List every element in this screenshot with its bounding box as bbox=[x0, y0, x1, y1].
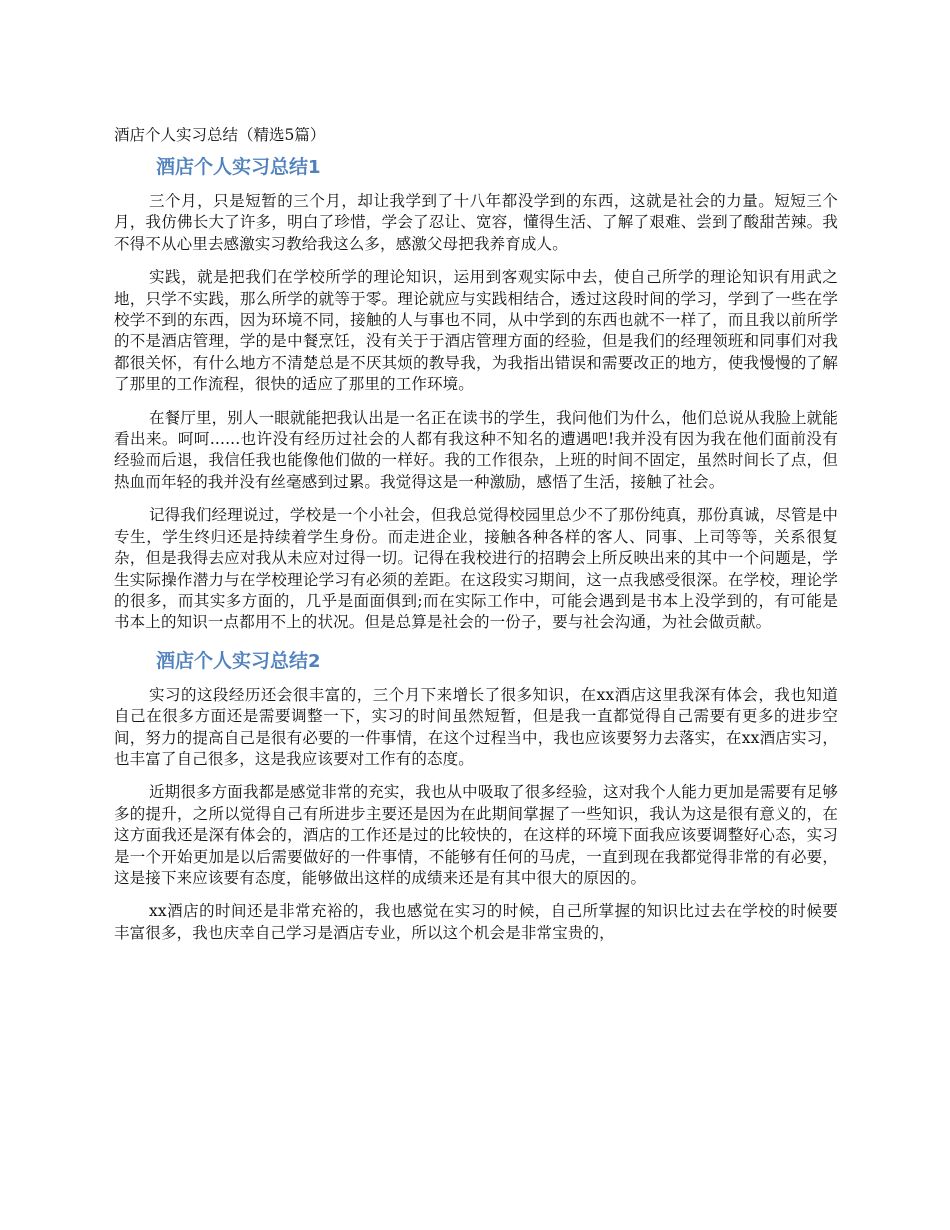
section-1 bbox=[114, 154, 838, 634]
paragraph: 实践，就是把我们在学校所学的理论知识，运用到客观实际中去，使自己所学的理论知识有用武之地，只学不实践，那么所学的就等于零。理论就应与实践相结合，透过这段时间的学习，学到了一些在学校学不到的东西，因为环境不同，接触的人与事也不同，从中学到的东西也就不一样了，而且我以前所学的不是酒店管理，学的是中餐烹饪，没有关于于酒店管理方面的经验，但是我们的经理领班和同事们对我都很关怀，有什么地方不清楚总是不厌其烦的教导我，为我指出错误和需要改正的地方，使我慢慢的了解了那里的工作流程，很快的适应了那里的工作环境。 bbox=[114, 268, 838, 394]
section-2 bbox=[114, 648, 838, 944]
section-heading-number: 1 bbox=[308, 157, 321, 178]
paragraph: xx酒店的时间还是非常充裕的，我也感觉在实习的时候，自己所掌握的知识比过去在学校的时候要丰富很多，我也庆幸自己学习是酒店专业，所以这个机会是非常宝贵的， bbox=[114, 902, 838, 942]
paragraph: 实习的这段经历还会很丰富的，三个月下来增长了很多知识，在xx酒店这里我深有体会，我也知道自己在很多方面还是需要调整一下，实习的时间虽然短暂，但是我一直都觉得自己需要有更多的进步空间，努力的提高自己是很有必要的一件事情，在这个过程当中，我也应该要努力去落实，在xx酒店实习，也丰富了自己很多，这是我应该要对工作有的态度。 bbox=[114, 685, 838, 768]
paragraph: 记得我们经理说过，学校是一个小社会，但我总觉得校园里总少不了那份纯真，那份真诚，尽管是中专生，学生终归还是持续着学生身份。而走进企业，接触各种各样的客人、同事、上司等等，关系很复杂，但是我得去应对我从未应对过得一切。记得在我校进行的招聘会上所反映出来的其中一个问题是，学生实际操作潜力与在学校理论学习有必须的差距。在这段实习期间，这一点我感受很深。在学校，理论学的很多，而其实多方面的，几乎是面面俱到;而在实际工作中，可能会遇到是书本上没学到的，有可能是书本上的知识一点都用不上的状况。但是总算是社会的一份子，要与社会沟通，为社会做贡献。 bbox=[114, 506, 838, 632]
section-heading-text: 酒店个人实习总结 bbox=[156, 649, 309, 672]
document-body bbox=[114, 124, 838, 956]
paragraph: 近期很多方面我都是感觉非常的充实，我也从中吸取了很多经验，这对我个人能力更加是需要有足够多的提升，之所以觉得自己有所进步主要还是因为在此期间掌握了一些知识，我认为这是很有意义的，在这方面我还是深有体会的，酒店的工作还是过的比较快的，在这样的环境下面我应该要调整好心态，实习是一个开始更加是以后需要做好的一件事情，不能够有任何的马虎，一直到现在我都觉得非常的有必要，这是接下来应该要有态度，能够做出这样的成绩来还是有其中很大的原因的。 bbox=[114, 783, 838, 887]
document-title: 酒店个人实习总结（精选5篇） bbox=[114, 126, 326, 144]
paragraph: 在餐厅里，别人一眼就能把我认出是一名正在读书的学生，我问他们为什么，他们总说从我脸上就能看出来。呵呵......也许没有经历过社会的人都有我这种不知名的遭遇吧!我并没有因为我在他们面前没有经验而后退，我信任我也能像他们做的一样好。我的工作很杂，上班的时间不固定，虽然时间长了点，但热血而年轻的我并没有丝毫感到过累。我觉得这是一种激励，感悟了生活，接触了社会。 bbox=[114, 408, 838, 491]
section-heading-text: 酒店个人实习总结 bbox=[156, 156, 309, 178]
section-heading bbox=[114, 154, 838, 181]
paragraph: 三个月，只是短暂的三个月，却让我学到了十八年都没学到的东西，这就是社会的力量。短短三个月，我仿佛长大了许多，明白了珍惜，学会了忍让、宽容，懂得生活、了解了艰难、尝到了酸甜苦辣。我不得不从心里去感激实习教给我这么多，感激父母把我养育成人。 bbox=[114, 192, 838, 253]
section-heading bbox=[114, 648, 838, 675]
section-heading-number: 2 bbox=[308, 650, 321, 672]
